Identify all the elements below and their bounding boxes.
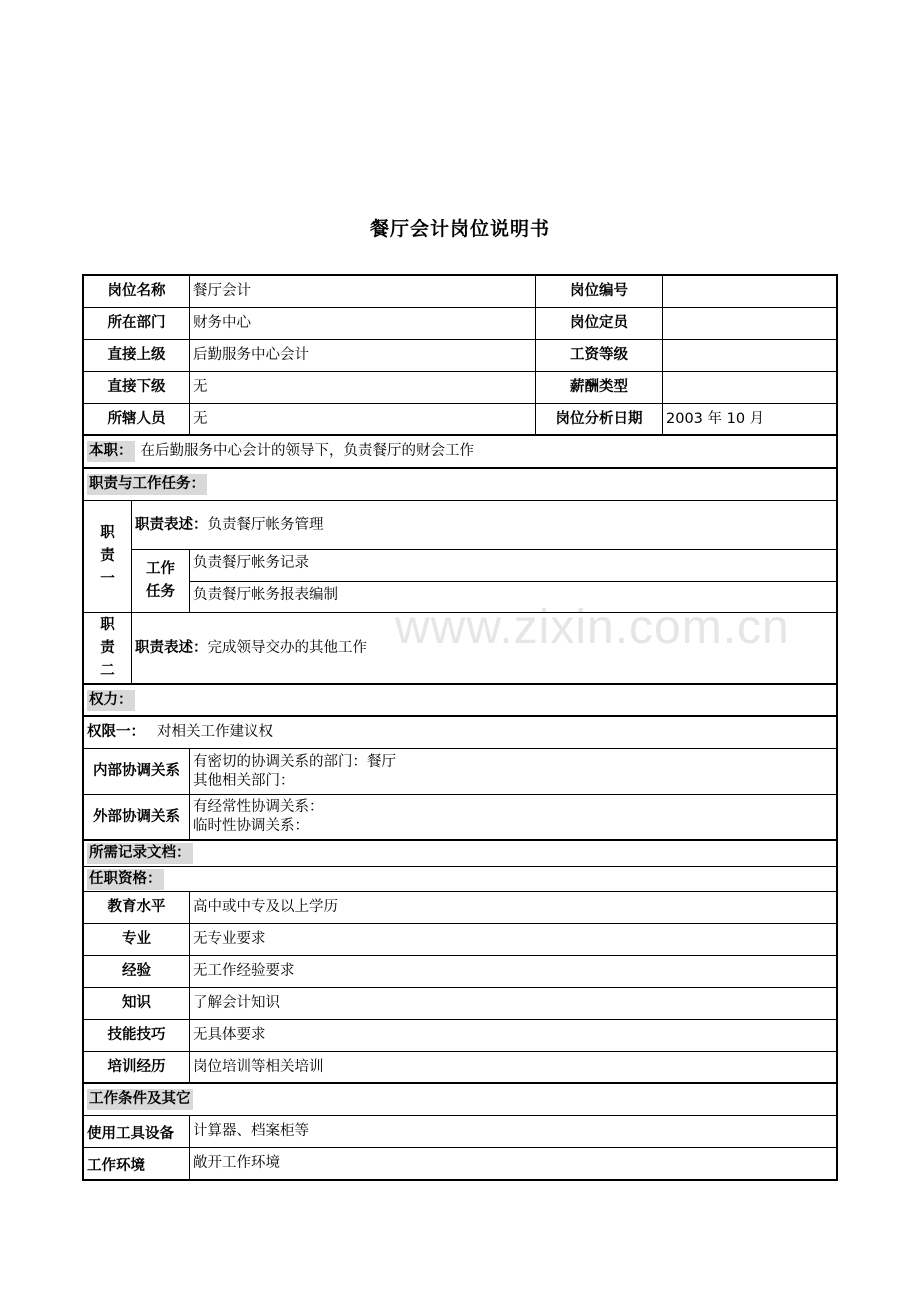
info-label: 工资等级 (536, 340, 663, 371)
section-cell (84, 867, 836, 891)
duty-cell (84, 436, 836, 467)
task-label-line: 工作 (146, 561, 175, 577)
side-label-char: 职 (100, 525, 115, 541)
condition-label: 使用工具设备 (84, 1116, 190, 1147)
info-label: 岗位定员 (536, 308, 663, 339)
qualification-value: 岗位培训等相关培训 (193, 1059, 324, 1075)
responsibility-1-desc (132, 501, 836, 550)
side-label-char: 二 (100, 662, 115, 679)
desc-label: 职责表述： (135, 639, 208, 656)
coordination-line: 临时性协调关系： (193, 818, 309, 834)
internal-coordination-value (190, 749, 836, 794)
coordination-line: 有密切的协调关系的部门：餐厅 (193, 753, 396, 770)
info-value: 财务中心 (190, 308, 536, 339)
desc-text: 完成领导交办的其他工作 (207, 639, 367, 656)
section-cell (84, 469, 836, 500)
info-value (663, 340, 836, 371)
qualification-value: 无专业要求 (193, 931, 266, 947)
info-row (84, 372, 836, 404)
qualification-label: 知识 (84, 988, 190, 1019)
info-row (84, 340, 836, 372)
qualification-row (84, 988, 836, 1020)
task-item: 负责餐厅帐务报表编制 (193, 586, 338, 603)
qualification-row (84, 1020, 836, 1052)
responsibility-2-desc (132, 613, 836, 683)
records-header: 所需记录文档： (87, 843, 193, 864)
condition-value: 计算器、档案柜等 (193, 1123, 309, 1139)
info-value: 后勤服务中心会计 (190, 340, 536, 371)
coordination-line: 有经常性协调关系： (193, 799, 324, 815)
desc-label: 职责表述： (135, 516, 208, 533)
authority-text: 对相关工作建议权 (157, 724, 273, 740)
side-label-char: 职 (100, 616, 115, 633)
duty-row (84, 436, 836, 469)
external-coordination-label: 外部协调关系 (84, 795, 190, 839)
condition-row (84, 1148, 836, 1179)
info-label: 直接上级 (84, 340, 190, 371)
condition-label: 工作环境 (84, 1148, 190, 1179)
info-row (84, 308, 836, 340)
info-row (84, 276, 836, 308)
task-label-line: 任务 (146, 584, 175, 600)
section-cell (84, 841, 836, 866)
authority-label: 权限一： (87, 724, 145, 740)
qualification-row (84, 892, 836, 924)
info-value: 餐厅会计 (190, 276, 536, 307)
job-description-table (82, 274, 838, 1181)
responsibility-2 (84, 613, 836, 685)
condition-value: 敞开工作环境 (193, 1155, 280, 1171)
info-label: 薪酬类型 (536, 372, 663, 403)
responsibility-1-body (132, 501, 836, 612)
internal-coordination-label: 内部协调关系 (84, 749, 190, 794)
section-row (84, 867, 836, 892)
qualification-value: 了解会计知识 (193, 995, 280, 1011)
task-block (132, 550, 836, 612)
info-value: 无 (190, 404, 536, 434)
qualification-row (84, 1052, 836, 1084)
internal-coordination-row (84, 749, 836, 795)
task-label (132, 550, 190, 612)
authority-cell (84, 717, 836, 748)
task-list (190, 550, 836, 612)
condition-row (84, 1116, 836, 1148)
qualification-row (84, 924, 836, 956)
duty-label: 本职： (87, 441, 135, 462)
qualifications-header: 任职资格： (87, 869, 164, 890)
authority-row (84, 717, 836, 749)
qualification-row (84, 956, 836, 988)
coordination-line: 其他相关部门： (193, 772, 295, 789)
external-coordination-row (84, 795, 836, 841)
responsibility-1-side-label (84, 501, 132, 612)
conditions-header: 工作条件及其它 (87, 1089, 193, 1110)
section-row (84, 841, 836, 867)
responsibility-2-side-label (84, 613, 132, 683)
qualification-label: 教育水平 (84, 892, 190, 923)
info-value: 2003 年 10 月 (666, 411, 765, 427)
info-value: 无 (190, 372, 536, 403)
info-label: 岗位编号 (536, 276, 663, 307)
qualification-value: 高中或中专及以上学历 (193, 899, 338, 915)
side-label-char: 一 (100, 571, 115, 587)
duty-text: 在后勤服务中心会计的领导下，负责餐厅的财会工作 (140, 443, 474, 459)
qualification-label: 培训经历 (84, 1052, 190, 1082)
section-cell (84, 685, 836, 715)
info-label: 岗位分析日期 (536, 404, 663, 434)
info-row (84, 404, 836, 436)
side-label-char: 责 (100, 639, 115, 656)
info-label: 所在部门 (84, 308, 190, 339)
side-label-char: 责 (100, 548, 115, 564)
info-value (663, 308, 836, 339)
qualification-label: 经验 (84, 956, 190, 987)
page-title: 餐厅会计岗位说明书 (369, 218, 550, 240)
info-label: 直接下级 (84, 372, 190, 403)
responsibility-1 (84, 501, 836, 613)
task-item: 负责餐厅帐务记录 (190, 550, 836, 582)
qualification-label: 技能技巧 (84, 1020, 190, 1051)
authority-header: 权力： (87, 690, 135, 711)
responsibilities-header: 职责与工作任务： (87, 474, 207, 495)
watermark: www.zixin.com.cn (395, 601, 790, 654)
info-label: 所辖人员 (84, 404, 190, 434)
info-label: 岗位名称 (84, 276, 190, 307)
external-coordination-value (190, 795, 836, 839)
section-cell (84, 1084, 836, 1115)
info-value (663, 276, 836, 307)
qualification-value: 无具体要求 (193, 1027, 266, 1043)
section-row (84, 469, 836, 501)
desc-text: 负责餐厅帐务管理 (207, 516, 324, 533)
section-row (84, 685, 836, 717)
qualification-label: 专业 (84, 924, 190, 955)
qualification-value: 无工作经验要求 (193, 963, 295, 979)
info-value (663, 372, 836, 403)
section-row (84, 1084, 836, 1116)
